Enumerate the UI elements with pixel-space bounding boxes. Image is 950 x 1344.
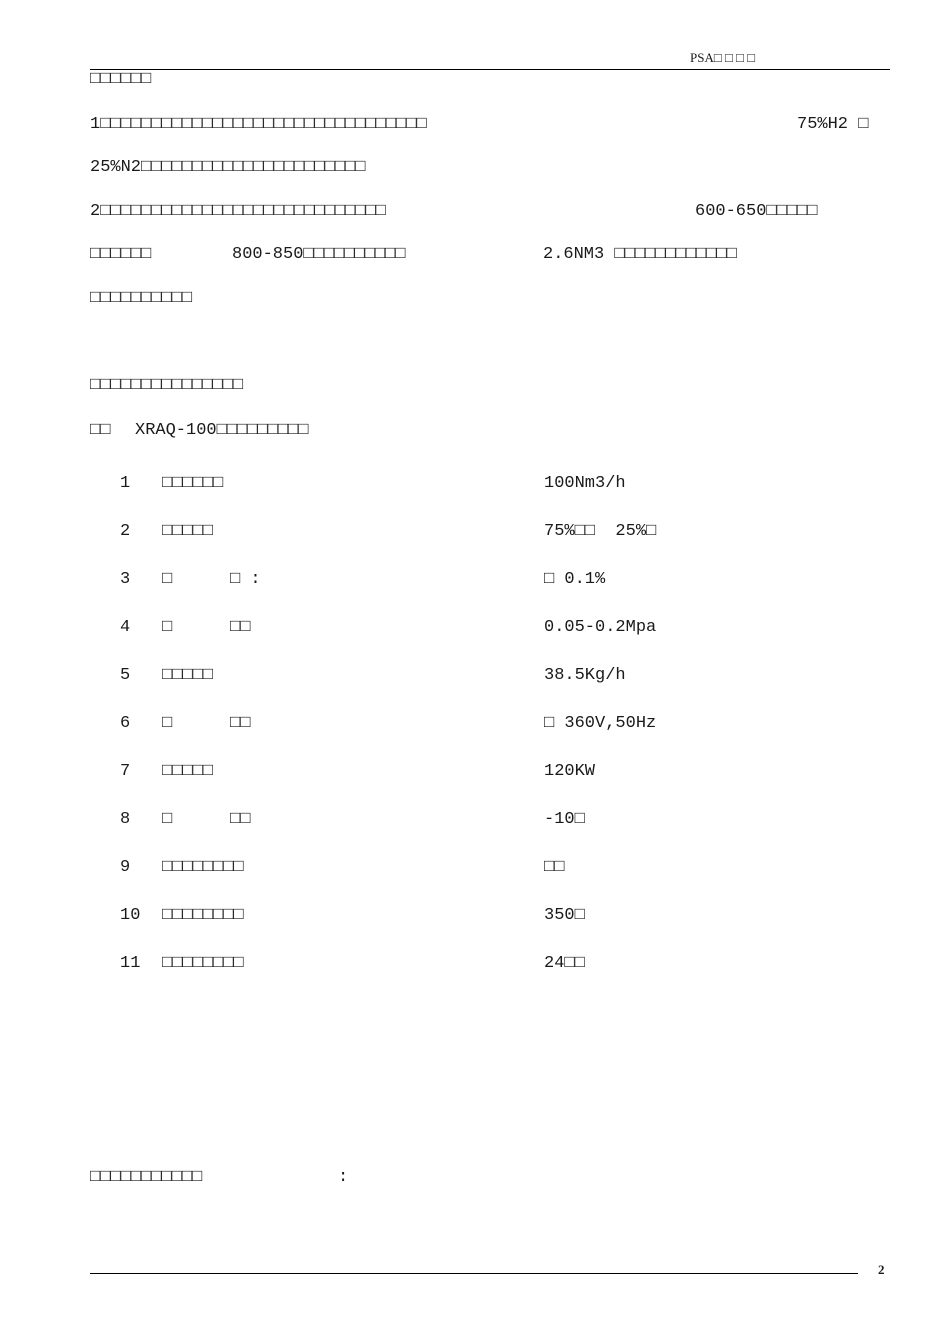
paragraph2-line2-end: 2.6NM3 □□□□□□□□□□□□ [543, 245, 737, 264]
spec-row-number: 9 [120, 858, 131, 877]
spec-row-number: 7 [120, 762, 131, 781]
spec-row-value: 120KW [544, 762, 596, 781]
spec-row-number: 8 [120, 810, 131, 829]
section2-subheading-prefix: □□ [90, 421, 111, 440]
spec-row-value: □ 360V,50Hz [544, 714, 657, 733]
spec-row-label-suffix: □□ [230, 618, 251, 637]
section2-subheading-model: XRAQ-100□□□□□□□□□ [135, 421, 309, 440]
page-number: 2 [878, 1262, 885, 1277]
spec-row-label-suffix: □□ [230, 714, 251, 733]
spec-row-label: □ [162, 618, 173, 637]
section1-heading: □□□□□□ [90, 70, 152, 89]
spec-row-label: □□□□□ [162, 666, 214, 685]
spec-row-label: □ [162, 570, 173, 589]
spec-row-number: 6 [120, 714, 131, 733]
footer-rule [90, 1273, 858, 1274]
spec-row-label: □□□□□ [162, 522, 214, 541]
spec-row-value: 100Nm3/h [544, 474, 626, 493]
paragraph1-line1-start: 1□□□□□□□□□□□□□□□□□□□□□□□□□□□□□□□□ [90, 115, 427, 134]
header-rule [90, 69, 890, 70]
spec-row-label: □□□□□□ [162, 474, 224, 493]
spec-row-label: □ [162, 810, 173, 829]
spec-row-value: 350□ [544, 906, 585, 925]
section3-heading: □□□□□□□□□□□ [90, 1168, 203, 1187]
spec-row-number: 2 [120, 522, 131, 541]
paragraph1-line1-end: 75%H2 □ [797, 115, 869, 134]
spec-row-number: 11 [120, 954, 141, 973]
paragraph2-line2-middle: 800-850□□□□□□□□□□ [232, 245, 406, 264]
section2-heading: □□□□□□□□□□□□□□□ [90, 376, 244, 395]
spec-row-label: □□□□□□□□ [162, 858, 244, 877]
spec-row-label-suffix: □ : [230, 570, 261, 589]
spec-row-number: 3 [120, 570, 131, 589]
spec-row-value: □□ [544, 858, 565, 877]
spec-row-label: □□□□□ [162, 762, 214, 781]
header-title: PSA□ □ □ □ [690, 50, 756, 65]
paragraph2-line2-start: □□□□□□ [90, 245, 152, 264]
spec-row-number: 1 [120, 474, 131, 493]
spec-row-value: -10□ [544, 810, 585, 829]
spec-row-value: □ 0.1% [544, 570, 606, 589]
spec-row-label: □□□□□□□□ [162, 906, 244, 925]
spec-row-number: 5 [120, 666, 131, 685]
paragraph2-line3: □□□□□□□□□□ [90, 289, 193, 308]
spec-row-label-suffix: □□ [230, 810, 251, 829]
spec-row-value: 0.05-0.2Mpa [544, 618, 657, 637]
spec-row-value: 75%□□ 25%□ [544, 522, 657, 541]
spec-row-value: 38.5Kg/h [544, 666, 626, 685]
spec-row-label: □ [162, 714, 173, 733]
paragraph2-line1-end: 600-650□□□□□ [695, 202, 818, 221]
spec-row-label: □□□□□□□□ [162, 954, 244, 973]
paragraph2-line1-start: 2□□□□□□□□□□□□□□□□□□□□□□□□□□□□ [90, 202, 386, 221]
spec-row-value: 24□□ [544, 954, 585, 973]
spec-row-number: 10 [120, 906, 141, 925]
paragraph1-line2: 25%N2□□□□□□□□□□□□□□□□□□□□□□ [90, 158, 366, 177]
spec-row-number: 4 [120, 618, 131, 637]
section3-colon: : [338, 1168, 349, 1187]
